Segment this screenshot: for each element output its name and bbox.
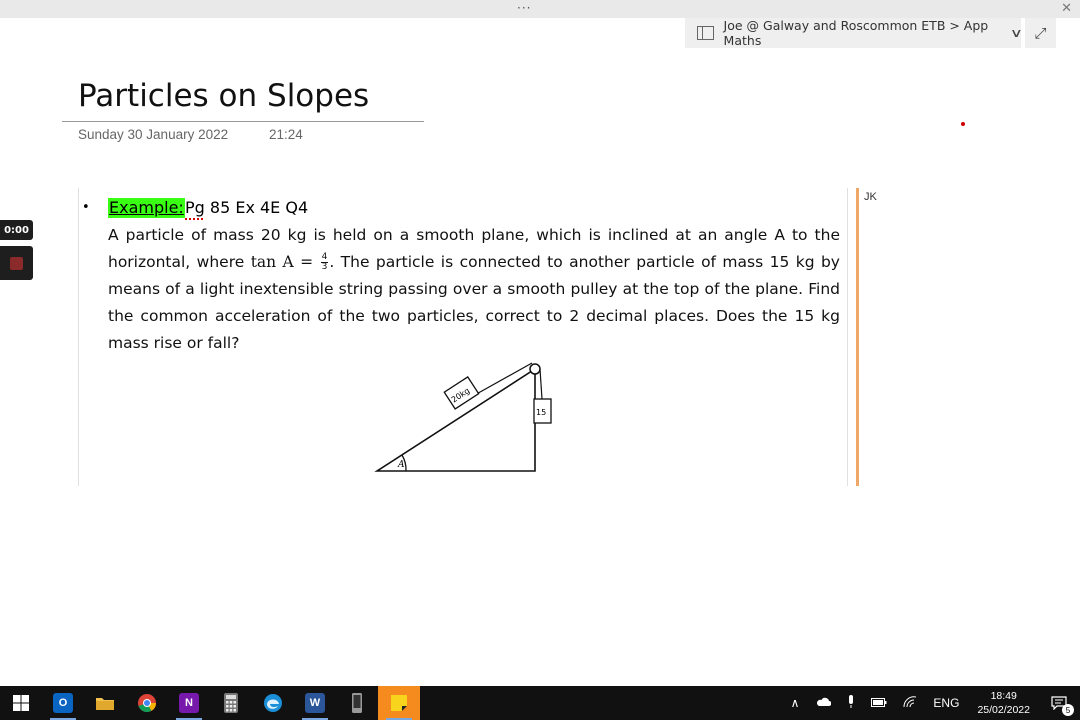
taskbar-outlook[interactable]: [42, 686, 84, 720]
page-time: 21:24: [269, 127, 303, 142]
spellcheck-underline: [185, 217, 203, 220]
more-options-icon[interactable]: ···: [517, 1, 532, 15]
problem-text-part1: A particle of mass 20 kg is held on a smooth plane, which is inclined at an angle A to the horizontal, where: [108, 226, 840, 271]
taskbar-calculator[interactable]: [210, 686, 252, 720]
fraction-denominator: 3: [321, 262, 328, 272]
taskbar-device[interactable]: [336, 686, 378, 720]
sticky-notes-icon: [390, 694, 408, 712]
phone-icon: [352, 693, 362, 713]
stop-recording-button[interactable]: [0, 246, 33, 280]
page-title[interactable]: Particles on Slopes: [78, 78, 370, 114]
author-initials: JK: [864, 191, 877, 203]
angle-label: A: [398, 460, 405, 470]
onedrive-icon[interactable]: [807, 696, 839, 710]
block-20kg-label: 20kg: [449, 386, 472, 405]
wifi-icon[interactable]: [895, 696, 925, 711]
system-tray: [783, 686, 1080, 720]
clipped-text-line: [172, 187, 482, 192]
taskbar-edge[interactable]: [252, 686, 294, 720]
example-label: Example:: [109, 198, 184, 217]
clock-date: 25/02/2022: [977, 704, 1030, 716]
microphone-icon[interactable]: [839, 695, 863, 712]
start-button[interactable]: [0, 686, 42, 720]
recording-timer: 0:00: [0, 220, 33, 240]
bullet-point: •: [82, 200, 90, 215]
show-hidden-icons-icon[interactable]: ∧: [790, 696, 800, 710]
calculator-icon: [224, 693, 238, 713]
fraction-numerator: 4: [321, 252, 328, 262]
onenote-icon: N: [179, 693, 199, 713]
word-icon: W: [305, 693, 325, 713]
action-center-button[interactable]: [1046, 692, 1072, 714]
taskbar-sticky-notes[interactable]: [378, 686, 420, 720]
window-title-bar: [0, 0, 1080, 18]
example-reference: Pg 85 Ex 4E Q4: [185, 198, 309, 217]
folder-icon: [95, 695, 115, 711]
tan-expression: tan A =: [250, 253, 314, 271]
close-icon[interactable]: ✕: [1061, 1, 1072, 16]
notebook-breadcrumb[interactable]: [685, 18, 1024, 48]
fraction: [321, 253, 329, 272]
pulley: [530, 364, 540, 374]
breadcrumb-text: Joe @ Galway and Roscommon ETB > App Maths: [723, 18, 989, 48]
taskbar-word[interactable]: [294, 686, 336, 720]
outlook-icon: O: [53, 693, 73, 713]
edge-icon: [263, 693, 283, 713]
notification-count: 5: [1062, 704, 1074, 716]
expand-icon: ⤢: [1034, 24, 1047, 42]
problem-text: [108, 222, 840, 357]
page-date: Sunday 30 January 2022: [78, 127, 229, 142]
problem-text-part2: . The particle is connected to another particle of mass 15 kg by means of a light inextensible string passing over a smooth pulley at the top of the plane. Find the common acceleration of the two particles, correct to 2 decimal places. Does the 15 kg mass rise or fall?: [108, 253, 840, 352]
clock-time: 18:49: [990, 690, 1017, 702]
fullscreen-button[interactable]: [1025, 18, 1056, 48]
author-bar: [856, 188, 859, 486]
taskbar-file-explorer[interactable]: [84, 686, 126, 720]
hanging-mass-label: 15: [536, 408, 547, 417]
notebook-icon: [697, 26, 714, 40]
title-divider: [62, 121, 424, 122]
ink-dot: [961, 122, 965, 126]
clock[interactable]: [967, 689, 1040, 717]
stop-icon: [10, 257, 23, 270]
chevron-down-icon[interactable]: ∨: [1010, 26, 1024, 40]
taskbar-onenote[interactable]: [168, 686, 210, 720]
hanging-string: [540, 369, 542, 399]
chrome-icon: [137, 693, 157, 713]
language-indicator[interactable]: ENG: [933, 696, 960, 710]
taskbar-chrome[interactable]: [126, 686, 168, 720]
inclined-plane-diagram: [360, 355, 570, 480]
windows-icon: [13, 695, 29, 711]
battery-icon[interactable]: [863, 696, 895, 710]
taskbar: [0, 686, 1080, 720]
